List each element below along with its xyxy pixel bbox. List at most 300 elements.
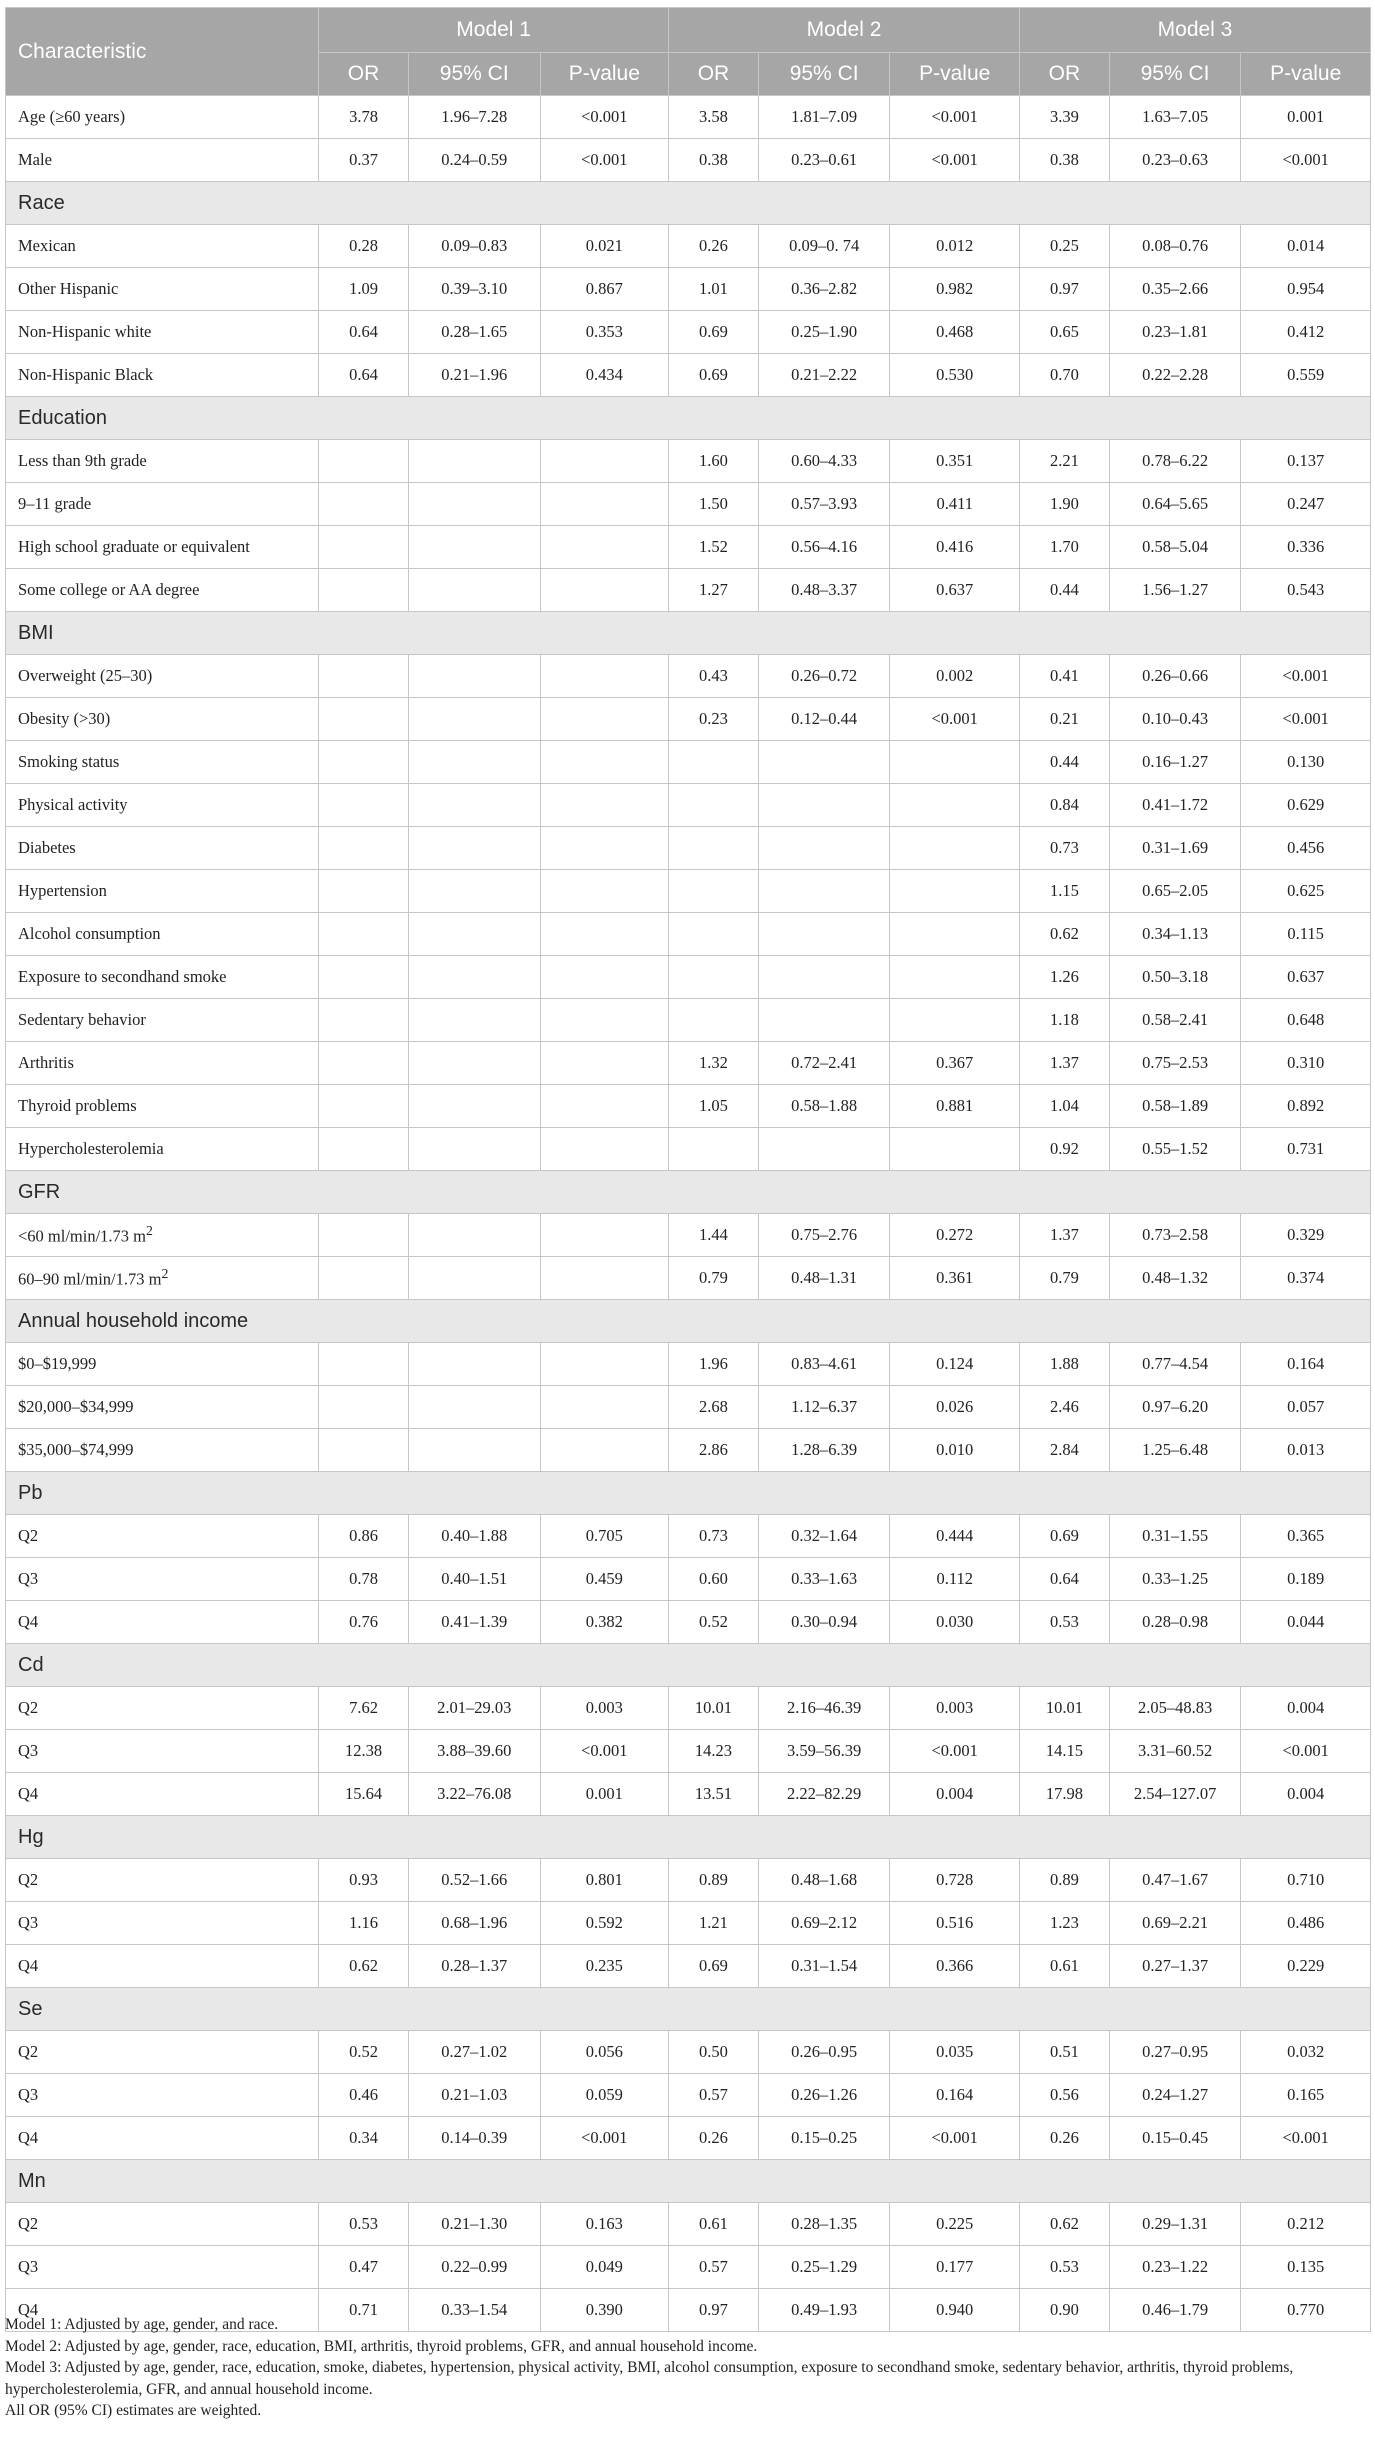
row-label-text: Sedentary behavior [18, 1010, 146, 1029]
model-1-or-cell: 0.64 [319, 354, 409, 397]
model-3-or-cell: 1.37 [1020, 1214, 1110, 1257]
model-2-or-cell [669, 784, 759, 827]
model-2-ci-cell: 0.32–1.64 [758, 1515, 890, 1558]
footnote: All OR (95% CI) estimates are weighted. [5, 2402, 262, 2419]
model-1-ci-cell [408, 1042, 540, 1085]
model-1-or-cell: 0.62 [319, 1945, 409, 1988]
model-1-p-value-cell [540, 483, 669, 526]
model-2-or-cell: 0.43 [669, 655, 759, 698]
model-3-ci-cell: 0.47–1.67 [1109, 1859, 1241, 1902]
model-2-or-cell: 1.50 [669, 483, 759, 526]
model-1-or-cell [319, 1214, 409, 1257]
row-label [6, 526, 319, 569]
model-1-p-value-cell [540, 1085, 669, 1128]
model-2-or-cell: 0.69 [669, 354, 759, 397]
model-3-or-cell: 0.69 [1020, 1515, 1110, 1558]
row-label-text: Q2 [18, 1870, 39, 1889]
model-2-or-cell: 0.73 [669, 1515, 759, 1558]
model-2-ci-cell: 0.75–2.76 [758, 1214, 890, 1257]
model-3-or-cell: 0.56 [1020, 2074, 1110, 2117]
model-2-ci-cell [758, 741, 890, 784]
model-1-or-cell: 0.78 [319, 1558, 409, 1601]
model-2-p-value-cell: 0.026 [890, 1386, 1020, 1429]
model-1-p-value-cell [540, 1042, 669, 1085]
model-3-or-cell: 0.53 [1020, 1601, 1110, 1644]
model-3-p-value-cell: <0.001 [1241, 655, 1371, 698]
model-1-p-value-cell [540, 913, 669, 956]
model-3-p-value-cell: <0.001 [1241, 698, 1371, 741]
model-3-or-cell: 0.97 [1020, 268, 1110, 311]
model-1-p-value-cell: 0.867 [540, 268, 669, 311]
model-3-p-value-cell: <0.001 [1241, 139, 1371, 182]
model-3-p-value-cell: 0.954 [1241, 268, 1371, 311]
model-2-ci-cell: 0.28–1.35 [758, 2203, 890, 2246]
model-1-or-cell: 12.38 [319, 1730, 409, 1773]
group-row [6, 1472, 1371, 1515]
model-2-ci-cell: 1.12–6.37 [758, 1386, 890, 1429]
model-3-p-value-cell: 0.770 [1241, 2289, 1371, 2332]
model-3-or-cell: 1.88 [1020, 1343, 1110, 1386]
row-label-text: Obesity (>30) [18, 709, 111, 728]
model-3-ci-cell: 0.73–2.58 [1109, 1214, 1241, 1257]
model-1-p-value-cell [540, 999, 669, 1042]
model-1-or-cell [319, 784, 409, 827]
row-label-text: Hypertension [18, 881, 107, 900]
model-2-ci-cell: 0.69–2.12 [758, 1902, 890, 1945]
model-1-ci-cell: 0.27–1.02 [408, 2031, 540, 2074]
model-1-ci-cell [408, 784, 540, 827]
table-row [6, 483, 1371, 526]
row-label [6, 2031, 319, 2074]
group-label: Cd [6, 1644, 1371, 1687]
odds-ratio-table [5, 7, 1371, 2332]
model-3-p-value-cell: 0.013 [1241, 1429, 1371, 1472]
model-2-p-value-cell: <0.001 [890, 139, 1020, 182]
model-3-or-cell: 1.26 [1020, 956, 1110, 999]
model-3-or-cell: 1.15 [1020, 870, 1110, 913]
row-label-text: Non-Hispanic Black [18, 365, 154, 384]
model-2-p-value-cell: 0.351 [890, 440, 1020, 483]
model-1-or-cell: 0.47 [319, 2246, 409, 2289]
row-label [6, 440, 319, 483]
model-1-or-cell: 1.16 [319, 1902, 409, 1945]
row-label [6, 1730, 319, 1773]
row-label [6, 1859, 319, 1902]
model-1-p-value-cell: <0.001 [540, 1730, 669, 1773]
model-3-p-value-cell: 0.057 [1241, 1386, 1371, 1429]
model-1-or-cell: 0.71 [319, 2289, 409, 2332]
row-label [6, 1515, 319, 1558]
model-3-ci-cell: 0.08–0.76 [1109, 225, 1241, 268]
table-row [6, 741, 1371, 784]
model-1-or-cell [319, 1257, 409, 1300]
model-3-ci-cell: 0.64–5.65 [1109, 483, 1241, 526]
table-row [6, 526, 1371, 569]
table-row [6, 2031, 1371, 2074]
row-label-text: Diabetes [18, 838, 76, 857]
table-row [6, 827, 1371, 870]
model-3-p-value-cell: 0.731 [1241, 1128, 1371, 1171]
model-2-or-cell: 0.57 [669, 2246, 759, 2289]
model-2-p-value-cell: 0.002 [890, 655, 1020, 698]
model-2-or-cell: 2.68 [669, 1386, 759, 1429]
model-2-ci-cell: 0.31–1.54 [758, 1945, 890, 1988]
model-3-p-value-cell: 0.374 [1241, 1257, 1371, 1300]
model-3-p-value-cell: 0.559 [1241, 354, 1371, 397]
model-2-or-cell [669, 1128, 759, 1171]
model-3-or-cell: 0.53 [1020, 2246, 1110, 2289]
model-3-p-value-cell: <0.001 [1241, 2117, 1371, 2160]
model-2-ci-cell: 3.59–56.39 [758, 1730, 890, 1773]
model-2-or-cell: 1.27 [669, 569, 759, 612]
model-1-p-value-cell: <0.001 [540, 2117, 669, 2160]
model-3-ci-cell: 0.22–2.28 [1109, 354, 1241, 397]
row-label-text: High school graduate or equivalent [18, 537, 250, 556]
model-1-ci-cell [408, 1343, 540, 1386]
model-1-p-value-cell: 0.459 [540, 1558, 669, 1601]
table-row [6, 1085, 1371, 1128]
model-3-or-cell: 17.98 [1020, 1773, 1110, 1816]
model-3-ci-cell: 0.31–1.69 [1109, 827, 1241, 870]
model-3-p-value-cell: 0.310 [1241, 1042, 1371, 1085]
or-header: OR [319, 53, 409, 96]
row-label-text: Mexican [18, 236, 76, 255]
model-1-p-value-cell: 0.390 [540, 2289, 669, 2332]
model-3-or-cell: 0.51 [1020, 2031, 1110, 2074]
row-label-text: Arthritis [18, 1053, 74, 1072]
model-3-or-cell: 1.04 [1020, 1085, 1110, 1128]
model-1-or-cell: 0.52 [319, 2031, 409, 2074]
table-row [6, 655, 1371, 698]
row-label [6, 655, 319, 698]
model-2-or-cell [669, 913, 759, 956]
row-label-text: Q3 [18, 1569, 39, 1588]
p-value-header: P-value [540, 53, 669, 96]
row-label [6, 2074, 319, 2117]
row-label-text: Alcohol consumption [18, 924, 161, 943]
model-1-ci-cell: 0.68–1.96 [408, 1902, 540, 1945]
row-label [6, 913, 319, 956]
ci-header: 95% CI [408, 53, 540, 96]
model-1-or-cell: 0.46 [319, 2074, 409, 2117]
model-2-or-cell: 0.23 [669, 698, 759, 741]
model-2-p-value-cell [890, 999, 1020, 1042]
model-2-p-value-cell: 0.468 [890, 311, 1020, 354]
model-3-ci-cell: 0.28–0.98 [1109, 1601, 1241, 1644]
model-3-p-value-cell: 0.212 [1241, 2203, 1371, 2246]
model-2-p-value-cell [890, 870, 1020, 913]
table-row [6, 1773, 1371, 1816]
table-row [6, 1515, 1371, 1558]
model-1-or-cell [319, 440, 409, 483]
row-label [6, 1386, 319, 1429]
model-3-or-cell: 0.89 [1020, 1859, 1110, 1902]
row-label-text: $0–$19,999 [18, 1354, 97, 1373]
model-2-p-value-cell: 0.728 [890, 1859, 1020, 1902]
model-2-p-value-cell: 0.112 [890, 1558, 1020, 1601]
row-label [6, 268, 319, 311]
row-label-text: Q4 [18, 1784, 39, 1803]
model-2-or-cell: 0.79 [669, 1257, 759, 1300]
model-3-header: Model 3 [1020, 8, 1371, 53]
model-2-p-value-cell: 0.004 [890, 1773, 1020, 1816]
model-3-ci-cell: 0.35–2.66 [1109, 268, 1241, 311]
model-1-p-value-cell [540, 1386, 669, 1429]
model-2-p-value-cell [890, 784, 1020, 827]
model-3-ci-cell: 0.10–0.43 [1109, 698, 1241, 741]
model-1-or-cell [319, 698, 409, 741]
model-3-ci-cell: 0.31–1.55 [1109, 1515, 1241, 1558]
model-2-or-cell [669, 870, 759, 913]
model-3-p-value-cell: 0.247 [1241, 483, 1371, 526]
model-2-ci-cell [758, 784, 890, 827]
model-3-ci-cell: 0.29–1.31 [1109, 2203, 1241, 2246]
row-label-text: Smoking status [18, 752, 120, 771]
model-1-ci-cell: 0.09–0.83 [408, 225, 540, 268]
model-3-ci-cell: 0.33–1.25 [1109, 1558, 1241, 1601]
model-3-or-cell: 0.70 [1020, 354, 1110, 397]
model-1-or-cell [319, 741, 409, 784]
model-1-or-cell [319, 1085, 409, 1128]
model-2-ci-cell: 0.56–4.16 [758, 526, 890, 569]
table-row [6, 1128, 1371, 1171]
row-label [6, 139, 319, 182]
model-2-p-value-cell [890, 741, 1020, 784]
model-2-header: Model 2 [669, 8, 1020, 53]
model-2-ci-cell: 0.49–1.93 [758, 2289, 890, 2332]
model-1-ci-cell: 3.22–76.08 [408, 1773, 540, 1816]
model-2-or-cell: 0.50 [669, 2031, 759, 2074]
p-value-header: P-value [1241, 53, 1371, 96]
model-3-p-value-cell: 0.365 [1241, 1515, 1371, 1558]
model-1-or-cell [319, 913, 409, 956]
model-1-ci-cell: 0.21–1.03 [408, 2074, 540, 2117]
table-row [6, 2246, 1371, 2289]
model-2-or-cell: 0.89 [669, 1859, 759, 1902]
model-2-ci-cell: 0.57–3.93 [758, 483, 890, 526]
row-label [6, 1687, 319, 1730]
model-1-p-value-cell: 0.056 [540, 2031, 669, 2074]
model-2-p-value-cell: 0.035 [890, 2031, 1020, 2074]
model-2-p-value-cell [890, 956, 1020, 999]
table-row [6, 1730, 1371, 1773]
group-label: Se [6, 1988, 1371, 2031]
model-2-ci-cell: 0.23–0.61 [758, 139, 890, 182]
model-3-p-value-cell: 0.412 [1241, 311, 1371, 354]
model-2-p-value-cell: 0.444 [890, 1515, 1020, 1558]
table-row [6, 1386, 1371, 1429]
model-3-ci-cell: 0.15–0.45 [1109, 2117, 1241, 2160]
model-3-ci-cell: 0.27–1.37 [1109, 1945, 1241, 1988]
model-2-or-cell: 1.60 [669, 440, 759, 483]
table-row [6, 139, 1371, 182]
model-3-or-cell: 0.62 [1020, 2203, 1110, 2246]
model-1-ci-cell [408, 526, 540, 569]
table-row [6, 1257, 1371, 1300]
model-1-or-cell: 0.76 [319, 1601, 409, 1644]
row-label-text: Q2 [18, 1526, 39, 1545]
group-label: GFR [6, 1171, 1371, 1214]
row-label [6, 225, 319, 268]
table-row [6, 956, 1371, 999]
model-1-p-value-cell: 0.001 [540, 1773, 669, 1816]
group-label: Hg [6, 1816, 1371, 1859]
row-label-text: $20,000–$34,999 [18, 1397, 134, 1416]
model-1-p-value-cell: 0.049 [540, 2246, 669, 2289]
row-label-text: 9–11 grade [18, 494, 92, 513]
model-3-ci-cell: 0.78–6.22 [1109, 440, 1241, 483]
model-3-ci-cell: 1.56–1.27 [1109, 569, 1241, 612]
model-3-ci-cell: 3.31–60.52 [1109, 1730, 1241, 1773]
group-row [6, 1988, 1371, 2031]
model-3-or-cell: 2.84 [1020, 1429, 1110, 1472]
model-3-p-value-cell: 0.629 [1241, 784, 1371, 827]
row-label [6, 2246, 319, 2289]
model-1-or-cell [319, 1128, 409, 1171]
model-3-or-cell: 0.65 [1020, 311, 1110, 354]
model-1-or-cell [319, 956, 409, 999]
model-1-ci-cell [408, 913, 540, 956]
model-2-ci-cell [758, 870, 890, 913]
model-1-p-value-cell [540, 827, 669, 870]
model-2-or-cell: 1.44 [669, 1214, 759, 1257]
row-label [6, 741, 319, 784]
model-3-or-cell: 1.23 [1020, 1902, 1110, 1945]
model-2-ci-cell: 1.28–6.39 [758, 1429, 890, 1472]
model-2-ci-cell: 0.72–2.41 [758, 1042, 890, 1085]
model-3-p-value-cell: 0.130 [1241, 741, 1371, 784]
p-value-header: P-value [890, 53, 1020, 96]
model-2-p-value-cell: 0.003 [890, 1687, 1020, 1730]
model-2-ci-cell: 0.25–1.90 [758, 311, 890, 354]
model-2-or-cell: 1.01 [669, 268, 759, 311]
model-3-p-value-cell: 0.710 [1241, 1859, 1371, 1902]
row-label-text: Hypercholesterolemia [18, 1139, 164, 1158]
model-1-p-value-cell: <0.001 [540, 139, 669, 182]
model-2-ci-cell: 1.81–7.09 [758, 96, 890, 139]
row-label-text: Age (≥60 years) [18, 107, 126, 126]
model-3-or-cell: 1.37 [1020, 1042, 1110, 1085]
model-3-p-value-cell: 0.336 [1241, 526, 1371, 569]
model-1-p-value-cell: 0.382 [540, 1601, 669, 1644]
table-row [6, 784, 1371, 827]
table-row [6, 1214, 1371, 1257]
model-1-ci-cell: 0.40–1.88 [408, 1515, 540, 1558]
model-3-p-value-cell: 0.486 [1241, 1902, 1371, 1945]
model-1-ci-cell: 0.28–1.37 [408, 1945, 540, 1988]
model-1-or-cell [319, 999, 409, 1042]
model-1-p-value-cell [540, 1214, 669, 1257]
footnote: Model 2: Adjusted by age, gender, race, education, BMI, arthritis, thyroid problems, GFR, and annual household income. [5, 2337, 758, 2355]
row-label-text: Q3 [18, 1913, 39, 1932]
model-1-or-cell: 0.34 [319, 2117, 409, 2160]
row-label-text: Q3 [18, 2257, 39, 2276]
model-1-or-cell: 7.62 [319, 1687, 409, 1730]
row-label [6, 1945, 319, 1988]
group-row [6, 612, 1371, 655]
model-1-ci-cell [408, 999, 540, 1042]
model-3-ci-cell: 1.63–7.05 [1109, 96, 1241, 139]
model-2-p-value-cell: 0.530 [890, 354, 1020, 397]
model-1-p-value-cell: 0.021 [540, 225, 669, 268]
unit-superscript: 2 [161, 1266, 169, 1282]
model-3-or-cell: 0.25 [1020, 225, 1110, 268]
model-2-or-cell: 1.21 [669, 1902, 759, 1945]
group-row [6, 2160, 1371, 2203]
model-1-ci-cell [408, 440, 540, 483]
row-label-text: Q2 [18, 2214, 39, 2233]
model-3-ci-cell: 0.97–6.20 [1109, 1386, 1241, 1429]
group-label: Annual household income [6, 1300, 1371, 1343]
model-3-p-value-cell: 0.229 [1241, 1945, 1371, 1988]
row-label-text: Q3 [18, 1741, 39, 1760]
model-3-ci-cell: 1.25–6.48 [1109, 1429, 1241, 1472]
model-2-ci-cell: 0.48–3.37 [758, 569, 890, 612]
model-2-p-value-cell: <0.001 [890, 96, 1020, 139]
model-2-ci-cell: 0.26–0.95 [758, 2031, 890, 2074]
model-2-or-cell: 0.97 [669, 2289, 759, 2332]
model-1-p-value-cell [540, 1257, 669, 1300]
model-1-p-value-cell [540, 655, 669, 698]
model-2-or-cell: 3.58 [669, 96, 759, 139]
model-2-ci-cell: 0.26–1.26 [758, 2074, 890, 2117]
model-1-p-value-cell: 0.163 [540, 2203, 669, 2246]
row-label [6, 1558, 319, 1601]
model-1-ci-cell: 3.88–39.60 [408, 1730, 540, 1773]
model-3-ci-cell: 0.16–1.27 [1109, 741, 1241, 784]
row-label-text: Other Hispanic [18, 279, 119, 298]
model-3-ci-cell: 0.41–1.72 [1109, 784, 1241, 827]
model-3-or-cell: 1.18 [1020, 999, 1110, 1042]
model-2-p-value-cell: 0.637 [890, 569, 1020, 612]
row-label [6, 1085, 319, 1128]
row-label [6, 956, 319, 999]
model-3-or-cell: 0.64 [1020, 1558, 1110, 1601]
model-1-ci-cell [408, 483, 540, 526]
model-2-or-cell [669, 956, 759, 999]
row-label-text: Physical activity [18, 795, 128, 814]
model-1-or-cell [319, 870, 409, 913]
model-3-or-cell: 0.79 [1020, 1257, 1110, 1300]
model-3-or-cell: 2.21 [1020, 440, 1110, 483]
model-2-p-value-cell: 0.124 [890, 1343, 1020, 1386]
group-row [6, 1171, 1371, 1214]
model-2-or-cell: 0.57 [669, 2074, 759, 2117]
model-1-p-value-cell: 0.434 [540, 354, 669, 397]
model-2-or-cell: 0.38 [669, 139, 759, 182]
model-2-p-value-cell: <0.001 [890, 2117, 1020, 2160]
model-2-or-cell: 1.52 [669, 526, 759, 569]
model-1-ci-cell: 0.52–1.66 [408, 1859, 540, 1902]
model-1-p-value-cell [540, 1128, 669, 1171]
model-3-ci-cell: 0.69–2.21 [1109, 1902, 1241, 1945]
group-label: Education [6, 397, 1371, 440]
model-1-ci-cell [408, 698, 540, 741]
row-label [6, 1773, 319, 1816]
group-row [6, 1300, 1371, 1343]
row-label-text: <60 ml/min/1.73 m [18, 1226, 147, 1246]
model-3-p-value-cell: 0.014 [1241, 225, 1371, 268]
row-label [6, 1601, 319, 1644]
table-row [6, 1601, 1371, 1644]
table-row [6, 2117, 1371, 2160]
model-3-or-cell: 3.39 [1020, 96, 1110, 139]
row-label [6, 1128, 319, 1171]
table-row [6, 1859, 1371, 1902]
table-body [6, 96, 1371, 2332]
model-1-ci-cell: 0.24–0.59 [408, 139, 540, 182]
model-1-ci-cell: 0.14–0.39 [408, 2117, 540, 2160]
